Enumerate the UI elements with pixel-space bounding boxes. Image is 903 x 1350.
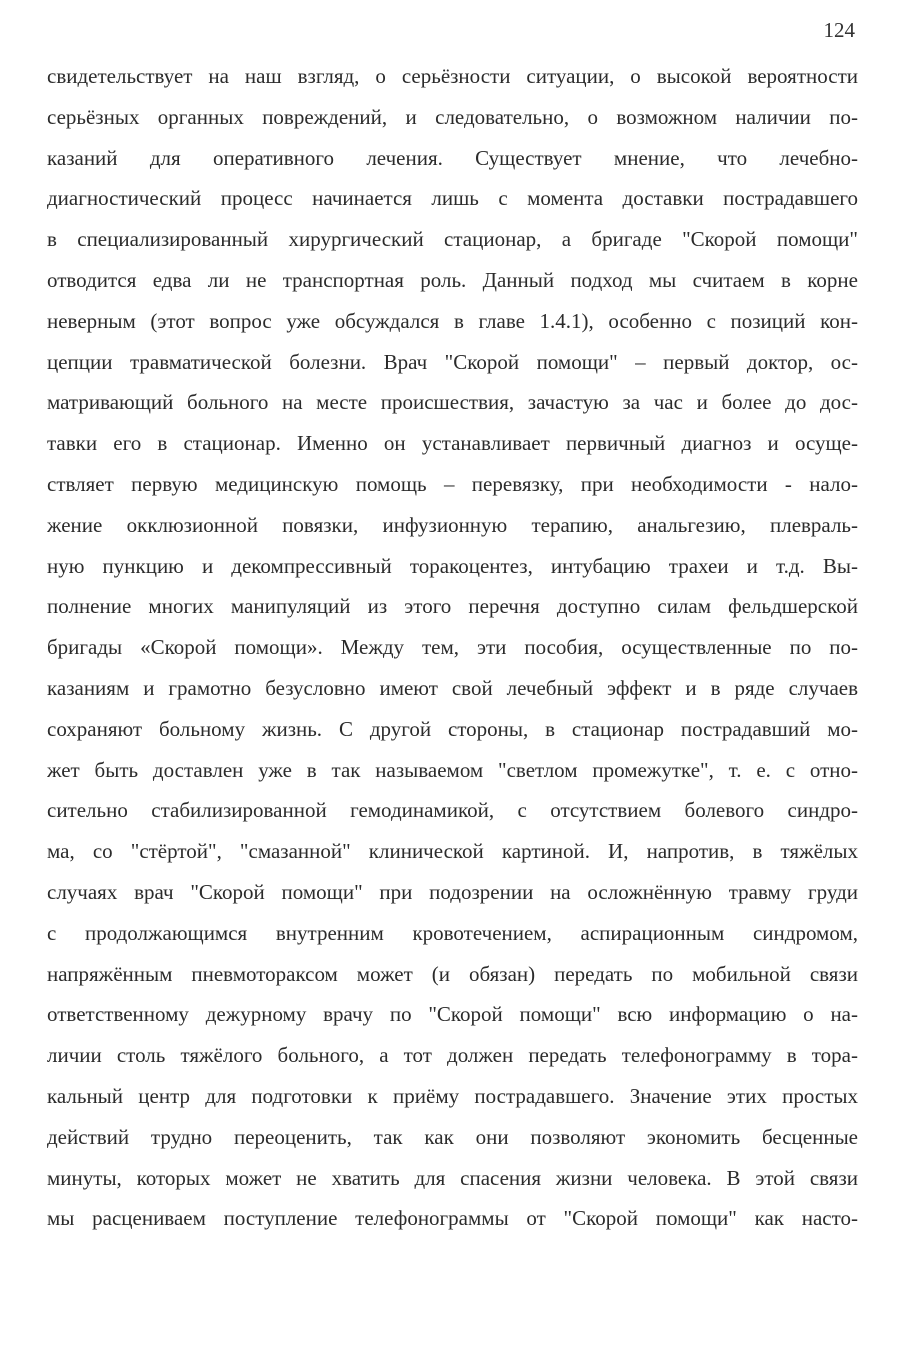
text-line: минуты, которых может не хватить для спасения жизни человека. В этой связи xyxy=(47,1165,858,1190)
text-line: казаний для оперативного лечения. Существует мнение, что лечебно- xyxy=(47,145,858,170)
text-line: кальный центр для подготовки к приёму пострадавшего. Значение этих простых xyxy=(47,1083,858,1108)
text-line: полнение многих манипуляций из этого перечня доступно силам фельдшерской xyxy=(47,594,858,619)
text-line: напряжённым пневмотораксом может (и обязан) передать по мобильной связи xyxy=(47,961,858,986)
text-line: с продолжающимся внутренним кровотечением, аспирационным синдромом, xyxy=(47,920,858,945)
text-line: случаях врач "Скорой помощи" при подозрении на осложнённую травму груди xyxy=(47,879,858,904)
text-line: свидетельствует на наш взгляд, о серьёзности ситуации, о высокой вероятности xyxy=(47,64,858,88)
page-number: 124 xyxy=(823,18,855,42)
text-line: сительно стабилизированной гемодинамикой, с отсутствием болевого синдро- xyxy=(47,798,858,823)
text-line: ствляет первую медицинскую помощь – перевязку, при необходимости - нало- xyxy=(47,471,858,496)
text-line: цепции травматической болезни. Врач "Скорой помощи" – первый доктор, ос- xyxy=(47,349,858,374)
text-line: ную пункцию и декомпрессивный торакоцентез, интубацию трахеи и т.д. Вы- xyxy=(47,553,858,578)
text-line: сохраняют больному жизнь. С другой стороны, в стационар пострадавший мо- xyxy=(47,716,858,741)
text-line: в специализированный хирургический стационар, а бригаде "Скорой помощи" xyxy=(47,227,858,252)
text-line: матривающий больного на месте происшествия, зачастую за час и более до дос- xyxy=(47,390,858,415)
text-line: серьёзных органных повреждений, и следовательно, о возможном наличии по- xyxy=(47,104,858,129)
text-line: жет быть доставлен уже в так называемом "светлом промежутке", т. е. с отно- xyxy=(47,757,858,782)
body-text xyxy=(47,56,858,1239)
text-line: мы расцениваем поступление телефонограммы от "Скорой помощи" как насто- xyxy=(47,1206,858,1231)
text-line: диагностический процесс начинается лишь с момента доставки пострадавшего xyxy=(47,186,858,211)
text-line: бригады «Скорой помощи». Между тем, эти пособия, осуществленные по по- xyxy=(47,635,858,660)
text-line: действий трудно переоценить, так как они позволяют экономить бесценные xyxy=(47,1124,858,1149)
text-line: ответственному дежурному врачу по "Скорой помощи" всю информацию о на- xyxy=(47,1002,858,1027)
text-line: отводится едва ли не транспортная роль. Данный подход мы считаем в корне xyxy=(47,267,858,292)
text-line: личии столь тяжёлого больного, а тот должен передать телефонограмму в тора- xyxy=(47,1043,858,1068)
text-line: неверным (этот вопрос уже обсуждался в главе 1.4.1), особенно с позиций кон- xyxy=(47,308,858,333)
text-line: тавки его в стационар. Именно он устанавливает первичный диагноз и осуще- xyxy=(47,431,858,456)
text-line: жение окклюзионной повязки, инфузионную терапию, анальгезию, плевраль- xyxy=(47,512,858,537)
text-line: ма, со "стёртой", "смазанной" клинической картиной. И, напротив, в тяжёлых xyxy=(47,839,858,864)
text-line: казаниям и грамотно безусловно имеют свой лечебный эффект и в ряде случаев xyxy=(47,675,858,700)
